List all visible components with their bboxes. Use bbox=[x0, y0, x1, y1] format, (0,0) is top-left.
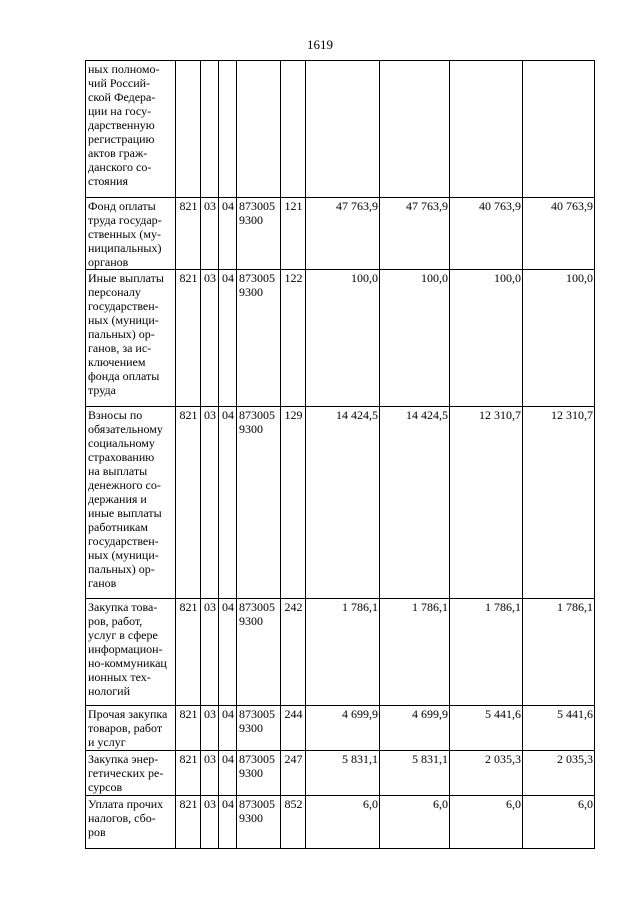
expense-name-line: Взносы по bbox=[88, 408, 143, 422]
section-code-cell: 03 bbox=[201, 407, 219, 599]
expense-name-cell bbox=[86, 198, 176, 270]
expense-name-line: фонда оплаты bbox=[88, 369, 160, 383]
expense-name-line: ниципальных) bbox=[88, 241, 162, 255]
amount-cell-4: 40 763,9 bbox=[523, 198, 595, 270]
expense-name-cell bbox=[86, 61, 176, 198]
amount-cell-4: 100,0 bbox=[523, 270, 595, 407]
section-code-cell: 03 bbox=[201, 198, 219, 270]
expense-name-line: пальных) ор- bbox=[88, 562, 155, 576]
expense-name-line: Прочая закупка bbox=[88, 707, 168, 721]
expense-name-line: Фонд оплаты bbox=[88, 199, 156, 213]
expense-name-line: ионных тех- bbox=[88, 670, 151, 684]
admin-code-cell: 821 bbox=[176, 198, 201, 270]
expense-name-line: ганов bbox=[88, 576, 117, 590]
expense-type-cell: 247 bbox=[281, 751, 306, 796]
amount-cell-1: 4 699,9 bbox=[306, 706, 380, 751]
amount-cell-2: 4 699,9 bbox=[380, 706, 450, 751]
expense-name-line: ров, работ, bbox=[88, 614, 143, 628]
amount-cell-2: 47 763,9 bbox=[380, 198, 450, 270]
admin-code-cell: 821 bbox=[176, 796, 201, 849]
amount-cell-2: 5 831,1 bbox=[380, 751, 450, 796]
amount-cell-2 bbox=[380, 61, 450, 198]
page-number: 1619 bbox=[307, 37, 333, 52]
table-row bbox=[86, 796, 595, 849]
table-row bbox=[86, 407, 595, 599]
target-article-cell: 873005 9300 bbox=[237, 796, 281, 849]
expense-name-line: ственных (му- bbox=[88, 227, 161, 241]
admin-code-cell: 821 bbox=[176, 270, 201, 407]
expense-name-line: обязательному bbox=[88, 422, 163, 436]
amount-cell-1: 100,0 bbox=[306, 270, 380, 407]
expense-name-line: нологий bbox=[88, 684, 131, 698]
amount-cell-4: 2 035,3 bbox=[523, 751, 595, 796]
subsection-code-cell: 04 bbox=[219, 599, 237, 706]
expense-name-line: ключением bbox=[88, 355, 146, 369]
expense-name-line: органов bbox=[88, 255, 129, 269]
amount-cell-3: 2 035,3 bbox=[450, 751, 523, 796]
expense-name-line: ров bbox=[88, 825, 106, 839]
target-article-cell: 873005 9300 bbox=[237, 198, 281, 270]
section-code-cell: 03 bbox=[201, 599, 219, 706]
expense-name-line: пальных) ор- bbox=[88, 327, 155, 341]
expense-name-line: стояния bbox=[88, 174, 129, 188]
expense-name-line: регистрацию bbox=[88, 132, 155, 146]
subsection-code-cell bbox=[219, 61, 237, 198]
target-article-cell: 873005 9300 bbox=[237, 599, 281, 706]
expense-name-line: данского со- bbox=[88, 160, 152, 174]
amount-cell-1: 47 763,9 bbox=[306, 198, 380, 270]
expense-name-line: информацион- bbox=[88, 642, 163, 656]
target-article-cell: 873005 9300 bbox=[237, 407, 281, 599]
expense-name-line: актов граж- bbox=[88, 146, 148, 160]
expense-name-line: ных полномо- bbox=[88, 62, 160, 76]
expense-name-line: Закупка энер- bbox=[88, 752, 159, 766]
section-code-cell: 03 bbox=[201, 751, 219, 796]
admin-code-cell: 821 bbox=[176, 706, 201, 751]
expense-name-cell bbox=[86, 751, 176, 796]
target-article-cell bbox=[237, 61, 281, 198]
expense-name-line: на выплаты bbox=[88, 464, 148, 478]
expense-name-line: дарственную bbox=[88, 118, 155, 132]
expense-name-line: чий Россий- bbox=[88, 76, 151, 90]
amount-cell-2: 100,0 bbox=[380, 270, 450, 407]
table-row bbox=[86, 198, 595, 270]
target-article-cell: 873005 9300 bbox=[237, 706, 281, 751]
table-row bbox=[86, 751, 595, 796]
subsection-code-cell: 04 bbox=[219, 751, 237, 796]
amount-cell-1 bbox=[306, 61, 380, 198]
amount-cell-2: 1 786,1 bbox=[380, 599, 450, 706]
expense-type-cell bbox=[281, 61, 306, 198]
expense-name-line: ных (муници- bbox=[88, 548, 159, 562]
amount-cell-4 bbox=[523, 61, 595, 198]
expense-name-line: и услуг bbox=[88, 735, 126, 749]
amount-cell-1: 6,0 bbox=[306, 796, 380, 849]
expense-name-line: социальному bbox=[88, 436, 155, 450]
expense-name-line: страхованию bbox=[88, 450, 155, 464]
expense-name-line: ных (муници- bbox=[88, 313, 159, 327]
subsection-code-cell: 04 bbox=[219, 198, 237, 270]
amount-cell-3: 100,0 bbox=[450, 270, 523, 407]
expense-name-cell bbox=[86, 796, 176, 849]
amount-cell-2: 6,0 bbox=[380, 796, 450, 849]
expense-type-cell: 244 bbox=[281, 706, 306, 751]
table-row bbox=[86, 599, 595, 706]
amount-cell-3: 12 310,7 bbox=[450, 407, 523, 599]
subsection-code-cell: 04 bbox=[219, 407, 237, 599]
amount-cell-4: 6,0 bbox=[523, 796, 595, 849]
section-code-cell: 03 bbox=[201, 706, 219, 751]
amount-cell-1: 5 831,1 bbox=[306, 751, 380, 796]
subsection-code-cell: 04 bbox=[219, 796, 237, 849]
expense-type-cell: 122 bbox=[281, 270, 306, 407]
admin-code-cell: 821 bbox=[176, 751, 201, 796]
subsection-code-cell: 04 bbox=[219, 706, 237, 751]
expense-name-line: услуг в сфере bbox=[88, 628, 158, 642]
expense-name-line: держания и bbox=[88, 492, 147, 506]
expense-name-line: труда государ- bbox=[88, 213, 162, 227]
amount-cell-3: 6,0 bbox=[450, 796, 523, 849]
target-article-cell: 873005 9300 bbox=[237, 751, 281, 796]
expense-name-line: сурсов bbox=[88, 780, 123, 794]
target-article-cell: 873005 9300 bbox=[237, 270, 281, 407]
admin-code-cell: 821 bbox=[176, 599, 201, 706]
expense-name-cell bbox=[86, 270, 176, 407]
expense-name-line: работникам bbox=[88, 520, 148, 534]
amount-cell-3 bbox=[450, 61, 523, 198]
expense-type-cell: 852 bbox=[281, 796, 306, 849]
table-row bbox=[86, 706, 595, 751]
amount-cell-3: 40 763,9 bbox=[450, 198, 523, 270]
admin-code-cell: 821 bbox=[176, 407, 201, 599]
amount-cell-2: 14 424,5 bbox=[380, 407, 450, 599]
expense-name-line: ганов, за ис- bbox=[88, 341, 152, 355]
expense-name-line: персоналу bbox=[88, 285, 141, 299]
table-row bbox=[86, 270, 595, 407]
expense-name-line: иные выплаты bbox=[88, 506, 162, 520]
expense-name-line: Уплата прочих bbox=[88, 797, 164, 811]
expense-name-line: налогов, сбо- bbox=[88, 811, 156, 825]
expense-name-cell bbox=[86, 706, 176, 751]
amount-cell-4: 5 441,6 bbox=[523, 706, 595, 751]
amount-cell-1: 1 786,1 bbox=[306, 599, 380, 706]
expense-name-line: Иные выплаты bbox=[88, 271, 164, 285]
expense-name-line: гетических ре- bbox=[88, 766, 164, 780]
expense-type-cell: 121 bbox=[281, 198, 306, 270]
expense-name-line: Закупка това- bbox=[88, 600, 158, 614]
section-code-cell bbox=[201, 61, 219, 198]
amount-cell-4: 1 786,1 bbox=[523, 599, 595, 706]
amount-cell-1: 14 424,5 bbox=[306, 407, 380, 599]
budget-table bbox=[85, 60, 595, 849]
expense-name-line: труда bbox=[88, 383, 116, 397]
amount-cell-4: 12 310,7 bbox=[523, 407, 595, 599]
expense-type-cell: 129 bbox=[281, 407, 306, 599]
expense-name-cell bbox=[86, 599, 176, 706]
expense-name-line: денежного со- bbox=[88, 478, 161, 492]
subsection-code-cell: 04 bbox=[219, 270, 237, 407]
expense-name-line: но-коммуникац bbox=[88, 656, 167, 670]
amount-cell-3: 1 786,1 bbox=[450, 599, 523, 706]
expense-name-line: государствен- bbox=[88, 299, 159, 313]
expense-name-line: товаров, работ bbox=[88, 721, 163, 735]
table-row bbox=[86, 61, 595, 198]
expense-name-cell bbox=[86, 407, 176, 599]
amount-cell-3: 5 441,6 bbox=[450, 706, 523, 751]
admin-code-cell bbox=[176, 61, 201, 198]
expense-type-cell: 242 bbox=[281, 599, 306, 706]
section-code-cell: 03 bbox=[201, 270, 219, 407]
expense-name-line: ции на госу- bbox=[88, 104, 152, 118]
section-code-cell: 03 bbox=[201, 796, 219, 849]
expense-name-line: государствен- bbox=[88, 534, 159, 548]
expense-name-line: ской Федера- bbox=[88, 90, 156, 104]
